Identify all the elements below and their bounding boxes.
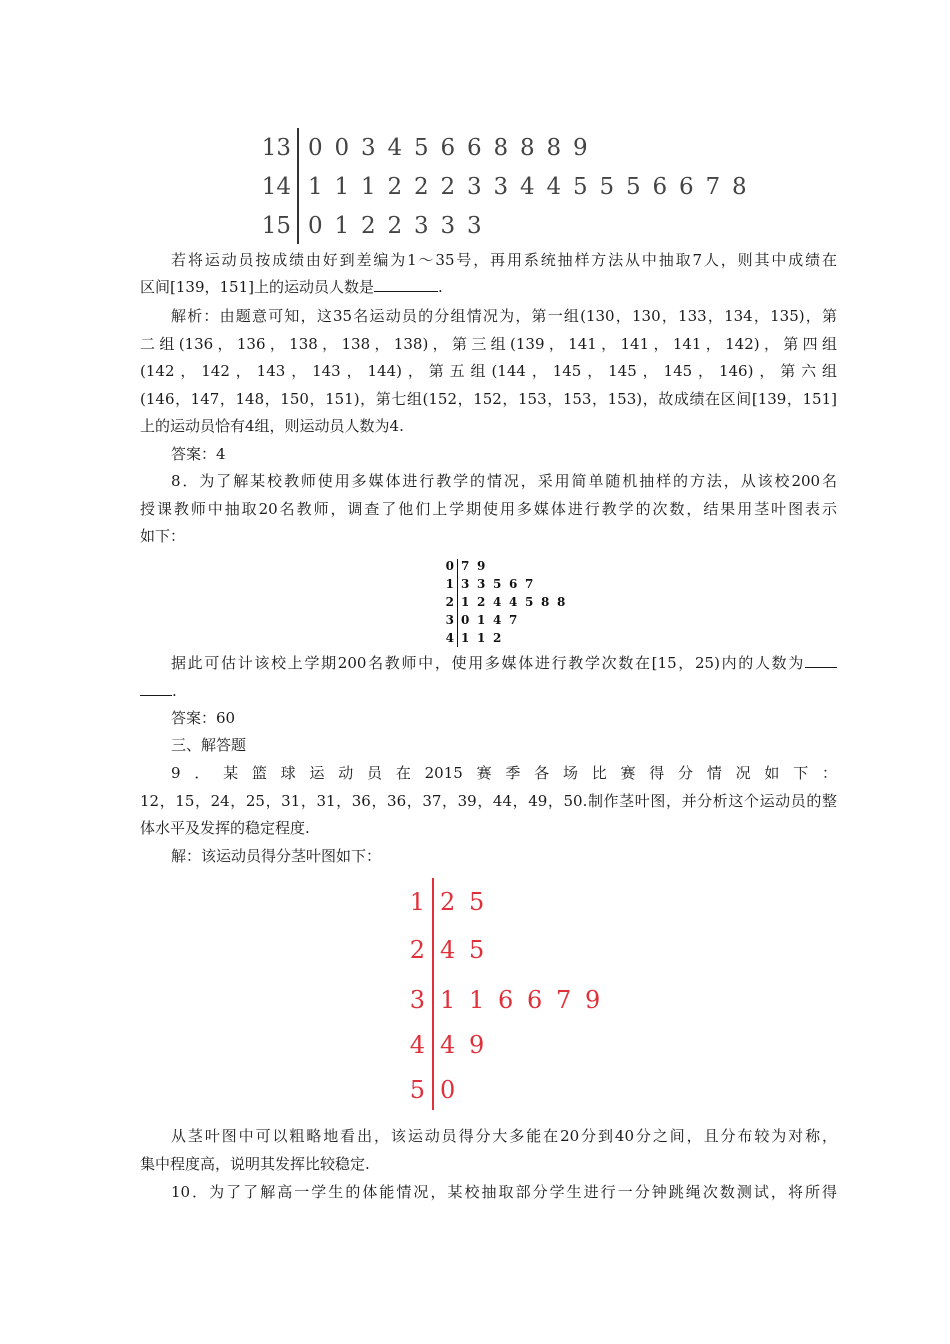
leaf-value: 3 bbox=[414, 213, 429, 239]
section-title bbox=[140, 732, 837, 760]
leaf-value: 2 bbox=[477, 595, 486, 609]
stem-value: 1 bbox=[445, 577, 454, 591]
leaf-value: 8 bbox=[493, 135, 509, 161]
question-7-text bbox=[140, 247, 837, 275]
leaf-values bbox=[440, 930, 498, 970]
leaf-value: 6 bbox=[509, 577, 518, 591]
solution-line: 集中程度高，说明其发挥比较稳定. bbox=[140, 1154, 370, 1173]
stem-leaf-row bbox=[405, 882, 615, 922]
leaf-values bbox=[461, 629, 509, 647]
question-line bbox=[140, 678, 837, 706]
leaf-value: 6 bbox=[467, 135, 482, 161]
stem-leaf-row bbox=[442, 611, 572, 629]
leaf-value: 5 bbox=[469, 888, 485, 916]
solution-line: 二组(136，136，138，138，138)，第三组(139，141，141，141，142)，第四组 bbox=[140, 334, 837, 353]
question-8-text bbox=[140, 468, 837, 551]
leaf-value: 7 bbox=[461, 559, 470, 573]
solution-line: 从茎叶图中可以粗略地看出，该运动员得分大多能在20分到40分之间，且分布较为对称， bbox=[171, 1127, 837, 1145]
stem-leaf-row bbox=[255, 130, 775, 166]
leaf-value: 7 bbox=[705, 174, 721, 200]
leaf-value: 8 bbox=[557, 595, 566, 609]
leaf-value: 4 bbox=[520, 174, 535, 200]
stem-value: 15 bbox=[261, 213, 291, 239]
question-line: 若将运动员按成绩由好到差编为1～35号，再用系统抽样方法从中抽取7人，则其中成绩在 bbox=[171, 251, 837, 269]
leaf-value: 4 bbox=[387, 135, 403, 161]
leaf-value: 2 bbox=[493, 631, 502, 645]
answer-blank-continued bbox=[140, 679, 172, 696]
stem-value: 2 bbox=[409, 936, 425, 964]
question-line: 10．为了了解高一学生的体能情况，某校抽取部分学生进行一分钟跳绳次数测试，将所得 bbox=[171, 1183, 837, 1201]
leaf-value: 1 bbox=[469, 986, 485, 1014]
leaf-value: 3 bbox=[361, 135, 376, 161]
leaf-values bbox=[440, 1025, 498, 1065]
stem-value: 3 bbox=[445, 613, 454, 627]
question-line: 如下： bbox=[140, 527, 186, 545]
leaf-value: 1 bbox=[477, 631, 486, 645]
leaf-value: 0 bbox=[440, 1076, 456, 1104]
stem-value: 4 bbox=[409, 1031, 425, 1059]
leaf-values bbox=[461, 593, 573, 611]
leaf-value: 4 bbox=[493, 595, 502, 609]
leaf-value: 3 bbox=[467, 174, 482, 200]
leaf-value: 5 bbox=[525, 595, 534, 609]
leaf-value: 9 bbox=[469, 1031, 485, 1059]
question-line: 12，15，24，25，31，31，36，36，37，39，44，49，50.制作茎叶图，并分析这个运动员的整 bbox=[140, 791, 837, 810]
stem-leaf-row bbox=[442, 629, 572, 647]
solution-9-intro bbox=[140, 843, 837, 871]
leaf-values bbox=[440, 980, 614, 1020]
leaf-value: 4 bbox=[509, 595, 518, 609]
stem-leaf-plot-teacher-usage bbox=[442, 557, 572, 649]
stem-leaf-row bbox=[255, 169, 775, 205]
solution-9-conclusion bbox=[140, 1123, 837, 1178]
leaf-value: 0 bbox=[308, 135, 323, 161]
stem-value: 2 bbox=[445, 595, 454, 609]
leaf-value: 1 bbox=[308, 174, 323, 200]
question-line-end: . bbox=[172, 681, 177, 700]
leaf-value: 7 bbox=[525, 577, 534, 591]
leaf-value: 6 bbox=[527, 986, 543, 1014]
answer-7 bbox=[140, 441, 837, 469]
leaf-value: 1 bbox=[440, 986, 456, 1014]
leaf-value: 7 bbox=[556, 986, 572, 1014]
leaf-value: 1 bbox=[361, 174, 376, 200]
leaf-value: 5 bbox=[414, 135, 429, 161]
leaf-value: 6 bbox=[498, 986, 514, 1014]
solution-line: 解：该运动员得分茎叶图如下： bbox=[171, 847, 382, 865]
leaf-value: 2 bbox=[440, 174, 456, 200]
leaf-value: 1 bbox=[461, 595, 470, 609]
stem-value: 0 bbox=[445, 559, 454, 573]
answer-8 bbox=[140, 705, 837, 733]
leaf-value: 0 bbox=[334, 135, 350, 161]
answer-blank bbox=[374, 275, 438, 292]
stem-leaf-row bbox=[405, 980, 615, 1020]
leaf-value: 4 bbox=[493, 613, 502, 627]
question-8-follow bbox=[140, 650, 837, 705]
leaf-value: 9 bbox=[477, 559, 486, 573]
question-line: 授课教师中抽取20名教师，调查了他们上学期使用多媒体进行教学的次数，结果用茎叶图表示 bbox=[140, 499, 837, 518]
leaf-value: 4 bbox=[440, 936, 456, 964]
leaf-value: 5 bbox=[626, 174, 641, 200]
question-line-end: . bbox=[437, 278, 443, 296]
question-10-text bbox=[140, 1179, 837, 1207]
leaf-value: 9 bbox=[585, 986, 601, 1014]
leaf-value: 5 bbox=[469, 936, 485, 964]
leaf-value: 6 bbox=[440, 135, 456, 161]
leaf-value: 8 bbox=[520, 135, 535, 161]
stem-leaf-row bbox=[442, 593, 572, 611]
leaf-value: 1 bbox=[334, 174, 350, 200]
leaf-values bbox=[308, 169, 759, 205]
leaf-value: 2 bbox=[361, 213, 376, 239]
solution-line: (142，142，143，143，144)，第五组(144，145，145，145，146)，第六组 bbox=[140, 362, 837, 380]
question-line bbox=[140, 650, 837, 678]
question-line-text: 据此可估计该校上学期200名教师中，使用多媒体进行教学次数在[15，25)内的人数为 bbox=[171, 654, 805, 672]
leaf-values bbox=[308, 208, 494, 244]
leaf-values bbox=[440, 1070, 469, 1110]
stem-leaf-row bbox=[405, 930, 615, 970]
leaf-value: 8 bbox=[541, 595, 550, 609]
leaf-value: 6 bbox=[652, 174, 668, 200]
leaf-value: 3 bbox=[461, 577, 470, 591]
leaf-value: 8 bbox=[732, 174, 747, 200]
stem-value: 5 bbox=[409, 1076, 425, 1104]
leaf-value: 3 bbox=[493, 174, 509, 200]
stem-value: 1 bbox=[409, 888, 425, 916]
stem-value: 14 bbox=[261, 174, 291, 200]
leaf-value: 1 bbox=[334, 213, 350, 239]
answer-blank bbox=[805, 651, 837, 668]
leaf-value: 2 bbox=[387, 174, 403, 200]
leaf-value: 3 bbox=[467, 213, 482, 239]
leaf-value: 9 bbox=[573, 135, 588, 161]
leaf-values bbox=[461, 557, 493, 575]
stem-value: 13 bbox=[261, 135, 291, 161]
leaf-value: 1 bbox=[461, 631, 470, 645]
leaf-value: 2 bbox=[414, 174, 429, 200]
stem-leaf-row bbox=[442, 557, 572, 575]
stem-value: 4 bbox=[445, 631, 454, 645]
answer-text: 答案：60 bbox=[171, 709, 236, 727]
leaf-value: 6 bbox=[679, 174, 694, 200]
leaf-values bbox=[461, 575, 541, 593]
leaf-value: 3 bbox=[477, 577, 486, 591]
stem-leaf-plot-basketball-scores bbox=[405, 878, 615, 1113]
leaf-values bbox=[308, 130, 600, 166]
question-9-text bbox=[140, 760, 837, 843]
stem-leaf-row bbox=[405, 1070, 615, 1110]
stem-value: 3 bbox=[409, 986, 425, 1014]
leaf-value: 5 bbox=[493, 577, 502, 591]
stem-leaf-row bbox=[442, 575, 572, 593]
leaf-values bbox=[461, 611, 525, 629]
question-7-text-2 bbox=[140, 274, 837, 302]
leaf-value: 7 bbox=[509, 613, 518, 627]
leaf-value: 0 bbox=[461, 613, 470, 627]
stem-leaf-plot-athlete-scores bbox=[255, 128, 775, 248]
answer-text: 答案：4 bbox=[171, 445, 226, 463]
solution-line: 上的运动员恰有4组，则运动员人数为4. bbox=[140, 417, 404, 435]
question-line: 体水平及发挥的稳定程度. bbox=[140, 819, 310, 837]
question-line: 区间[139，151]上的运动员人数是 bbox=[140, 278, 374, 296]
solution-line: (146，147，148，150，151)，第七组(152，152，153，153，153)，故成绩在区间[139，151] bbox=[140, 389, 837, 408]
leaf-value: 1 bbox=[477, 613, 486, 627]
question-line: 8．为了解某校教师使用多媒体进行教学的情况，采用简单随机抽样的方法，从该校200名 bbox=[171, 472, 837, 490]
leaf-value: 4 bbox=[546, 174, 562, 200]
solution-7 bbox=[140, 303, 837, 441]
leaf-value: 5 bbox=[599, 174, 615, 200]
stem-leaf-row bbox=[255, 208, 775, 244]
leaf-value: 2 bbox=[387, 213, 403, 239]
leaf-value: 3 bbox=[440, 213, 456, 239]
question-line: 9．某篮球运动员在2015赛季各场比赛得分情况如下： bbox=[171, 764, 837, 782]
leaf-value: 0 bbox=[308, 213, 323, 239]
leaf-values bbox=[440, 882, 498, 922]
solution-line: 解析：由题意可知，这35名运动员的分组情况为，第一组(130，130，133，134，135)，第 bbox=[171, 307, 837, 325]
leaf-value: 8 bbox=[546, 135, 562, 161]
leaf-value: 2 bbox=[440, 888, 456, 916]
section-heading: 三、解答题 bbox=[171, 736, 247, 754]
leaf-value: 5 bbox=[573, 174, 588, 200]
stem-leaf-row bbox=[405, 1025, 615, 1065]
leaf-value: 4 bbox=[440, 1031, 456, 1059]
